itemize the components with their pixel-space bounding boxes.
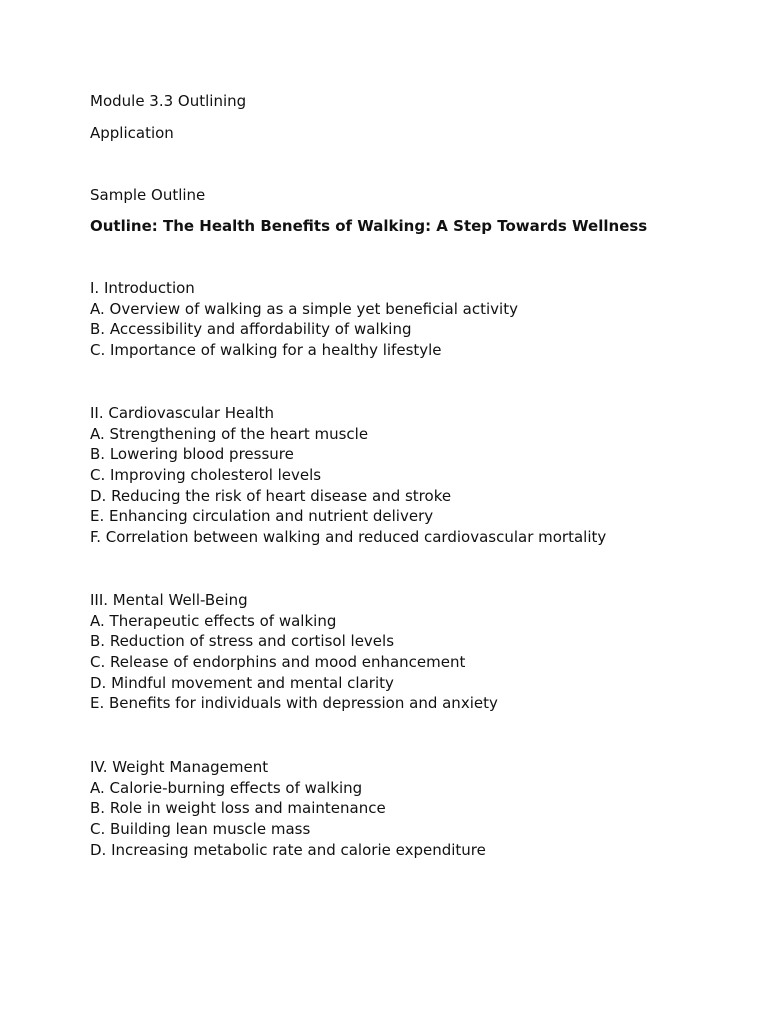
outline-section-weight-management <box>90 757 486 860</box>
outline-section-introduction <box>90 278 518 361</box>
section-heading: IV. Weight Management <box>90 758 269 776</box>
outline-item: B. Role in weight loss and maintenance <box>90 799 386 818</box>
outline-item: C. Importance of walking for a healthy lifestyle <box>90 341 442 360</box>
outline-item: C. Building lean muscle mass <box>90 820 311 839</box>
outline-item: C. Release of endorphins and mood enhancement <box>90 653 466 672</box>
outline-item: B. Reduction of stress and cortisol levels <box>90 632 395 651</box>
outline-item: F. Correlation between walking and reduced cardiovascular mortality <box>90 528 607 547</box>
outline-item: E. Benefits for individuals with depression and anxiety <box>90 694 498 713</box>
outline-item: A. Strengthening of the heart muscle <box>90 424 369 443</box>
outline-item: B. Accessibility and affordability of walking <box>90 320 412 339</box>
application-heading: Application <box>90 124 174 142</box>
outline-item: E. Enhancing circulation and nutrient delivery <box>90 507 434 526</box>
section-heading: III. Mental Well-Being <box>90 591 248 609</box>
section-heading: I. Introduction <box>90 279 195 297</box>
outline-title: Outline: The Health Benefits of Walking: A Step Towards Wellness <box>90 217 648 235</box>
outline-item: D. Increasing metabolic rate and calorie expenditure <box>90 840 486 859</box>
sample-outline-label: Sample Outline <box>90 186 206 204</box>
section-heading: II. Cardiovascular Health <box>90 404 275 422</box>
outline-item: A. Calorie-burning effects of walking <box>90 778 363 797</box>
outline-item: A. Overview of walking as a simple yet beneficial activity <box>90 299 518 318</box>
outline-item: A. Therapeutic effects of walking <box>90 611 337 630</box>
outline-item: B. Lowering blood pressure <box>90 445 294 464</box>
module-heading: Module 3.3 Outlining <box>90 92 247 110</box>
outline-section-mental-well-being <box>90 590 498 714</box>
outline-item: C. Improving cholesterol levels <box>90 466 322 485</box>
outline-item: D. Mindful movement and mental clarity <box>90 673 394 692</box>
outline-item: D. Reducing the risk of heart disease and stroke <box>90 486 452 505</box>
outline-section-cardiovascular <box>90 403 606 548</box>
